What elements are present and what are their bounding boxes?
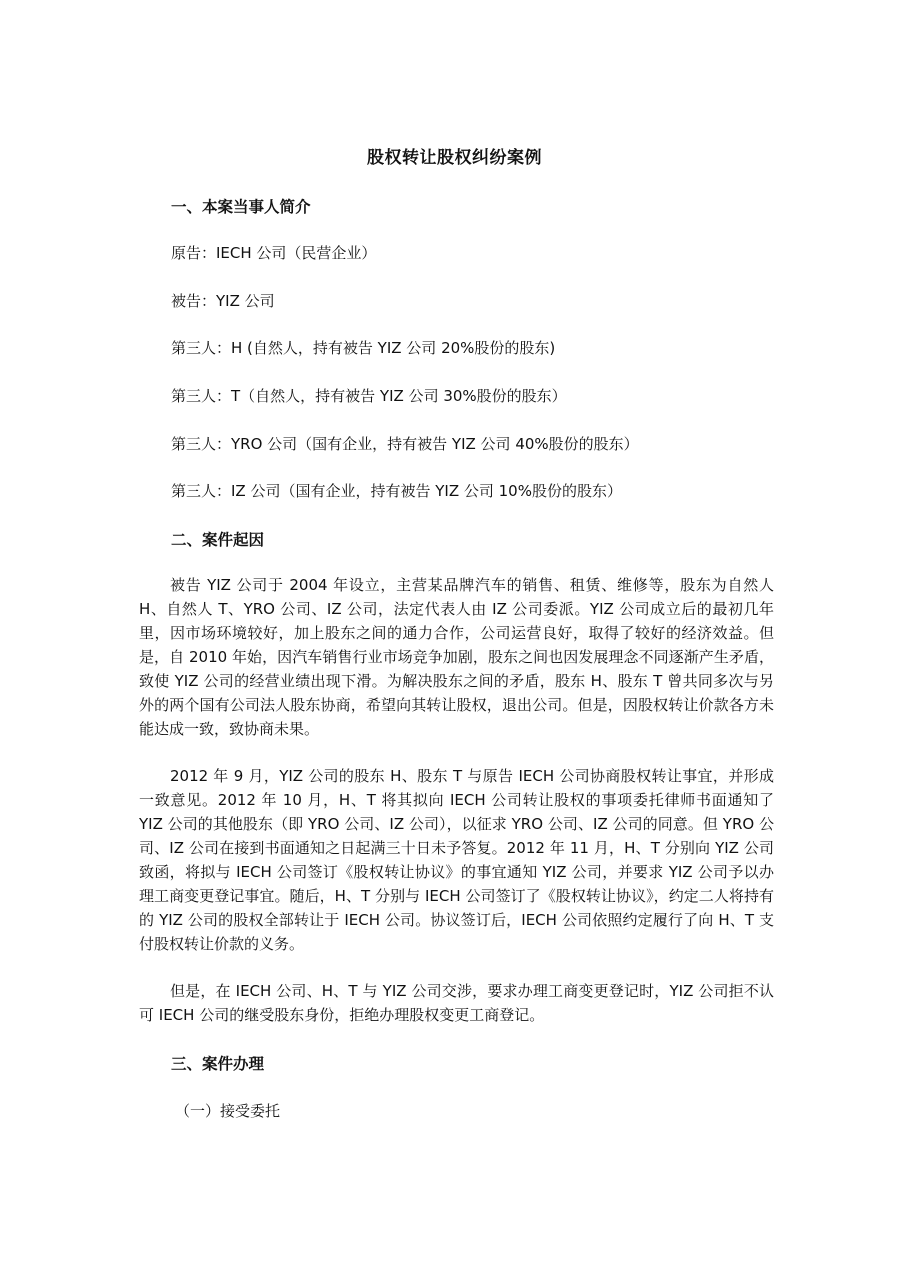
party-plaintiff: 原告：IECH 公司（民营企业） xyxy=(171,244,377,262)
paragraph-cause-1: 被告 YIZ 公司于 2004 年设立，主营某品牌汽车的销售、租赁、维修等，股东为自然人 H、自然人 T、YRO 公司、IZ 公司，法定代表人由 IZ 公司委派。YIZ 公司成立后的最初几年里，因市场环境较好，加上股东之间的通力合作，公司运营良好，取得了较好的经济效益。但是，自 2010 年始，因汽车销售行业市场竞争加剧，股东之间也因发展理念不同逐渐产生矛盾，致使 YIZ 公司的经营业绩出现下滑。为解决股东之间的矛盾，股东 H、股东 T 曾共同多次与另外的两个国有公司法人股东协商，希望向其转让股权，退出公司。但是，因股权转让价款各方未能达成一致，致协商未果。 xyxy=(139,576,774,738)
subsection-heading-commission: （一）接受委托 xyxy=(175,1102,281,1120)
party-defendant: 被告：YIZ 公司 xyxy=(171,292,275,310)
section-heading-parties: 一、本案当事人简介 xyxy=(171,198,311,216)
paragraph-cause-2: 2012 年 9 月，YIZ 公司的股东 H、股东 T 与原告 IECH 公司协商股权转让事宜，并形成一致意见。2012 年 10 月，H、T 将其拟向 IECH 公司转让股权的事项委托律师书面通知了 YIZ 公司的其他股东（即 YRO 公司、IZ 公司），以征求 YRO 公司、IZ 公司的同意。但 YRO 公司、IZ 公司在接到书面通知之日起满三十日未予答复。2012 年 11 月，H、T 分别向 YIZ 公司致函，将拟与 IECH 公司签订《股权转让协议》的事宜通知 YIZ 公司，并要求 YIZ 公司予以办理工商变更登记事宜。随后，H、T 分别与 IECH 公司签订了《股权转让协议》，约定二人将持有的 YIZ 公司的股权全部转让于 IECH 公司。协议签订后，IECH 公司依照约定履行了向 H、T 支付股权转让价款的义务。 xyxy=(139,767,774,953)
party-third-iz: 第三人：IZ 公司（国有企业，持有被告 YIZ 公司 10%股份的股东） xyxy=(171,482,622,500)
paragraph-cause-3: 但是，在 IECH 公司、H、T 与 YIZ 公司交涉，要求办理工商变更登记时，YIZ 公司拒不认可 IECH 公司的继受股东身份，拒绝办理股权变更工商登记。 xyxy=(139,982,774,1024)
section-heading-cause: 二、案件起因 xyxy=(171,531,265,549)
document-title: 股权转让股权纠纷案例 xyxy=(367,148,542,168)
section-heading-handling: 三、案件办理 xyxy=(171,1055,265,1073)
party-third-yro: 第三人：YRO 公司（国有企业，持有被告 YIZ 公司 40%股份的股东） xyxy=(171,435,639,453)
party-third-h: 第三人：H (自然人，持有被告 YIZ 公司 20%股份的股东) xyxy=(171,339,556,357)
party-third-t: 第三人：T（自然人，持有被告 YIZ 公司 30%股份的股东） xyxy=(171,387,567,405)
